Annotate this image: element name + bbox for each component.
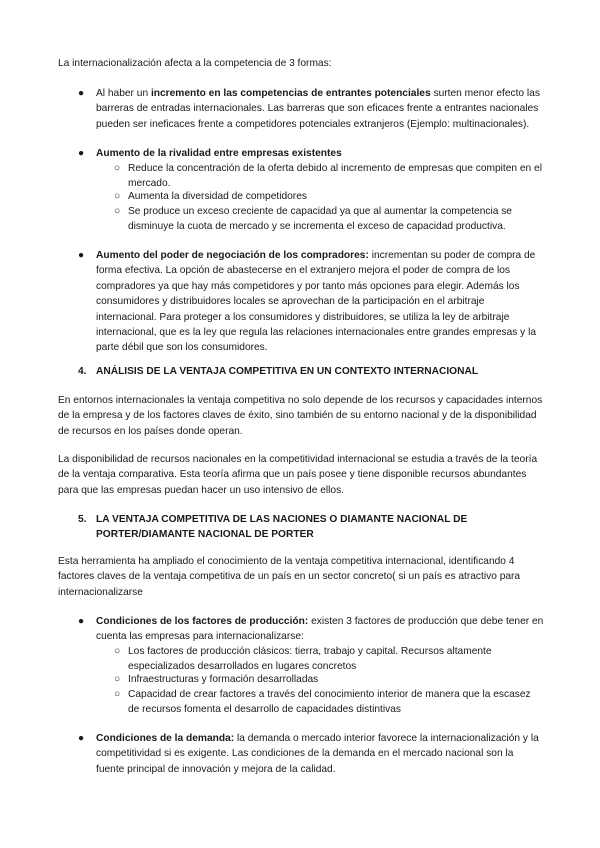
section-4-heading: [78, 364, 544, 379]
bullet-rivalry: [78, 146, 544, 161]
section-4-paragraph-2: La disponibilidad de recursos nacionales en la competitividad internacional se estudia a través de la teoría de la ventaja comparativa. Esta teoría afirma que un país posee y tiene disponible recursos abundantes para que las empresas puedan hacer un uso intensivo de ellos.: [58, 454, 538, 496]
sub-bullet-icon: ○: [114, 206, 121, 217]
sub-bullet: [114, 672, 544, 687]
bullet-icon: ●: [78, 250, 85, 261]
bullet-bold: Condiciones de la demanda:: [96, 733, 235, 744]
sub-bullet-icon: ○: [114, 163, 121, 174]
bullet-text: Al haber un: [96, 88, 151, 99]
bullet-text: incrementan su poder de compra de forma efectiva. La opción de abastecerse en el extranjero mejora el poder de compra de los compradores ya que hay más competidores y por tanto más opciones para elegir. Además los consumidores y distribuidores locales se aprovechan de la participación en el arbitraje internacional. Para proteger a los consumidores y distribuidores, se utiliza la ley de arbitraje internacional, que es la ley que regula las relaciones internacionales entre grandes empresas y la parte débil que son los consumidores.: [96, 250, 537, 354]
sub-bullet-text: Los factores de producción clásicos: tierra, trabajo y capital. Recursos altamente especializados desarrollados en lugares concretos: [128, 646, 492, 673]
sub-bullet: [114, 189, 544, 204]
sub-bullet-icon: ○: [114, 646, 121, 657]
bullet-icon: ●: [78, 616, 85, 627]
sub-bullet: [114, 644, 544, 675]
section-5-paragraph-1: Esta herramienta ha ampliado el conocimiento de la ventaja competitiva internacional, identificando 4 factores claves de la ventaja competitiva de un país en un sector concreto( si un país es atractivo para internacionalizarse: [58, 556, 521, 598]
bullet-factor-conditions: [78, 614, 544, 645]
bullet-icon: ●: [78, 733, 85, 744]
intro-paragraph: La internacionalización afecta a la competencia de 3 formas:: [58, 58, 332, 69]
bullet-bold: Aumento del poder de negociación de los compradores:: [96, 250, 369, 261]
sub-bullet-text: Infraestructuras y formación desarrolladas: [128, 674, 319, 685]
section-title: ANÁLISIS DE LA VENTAJA COMPETITIVA EN UN CONTEXTO INTERNACIONAL: [96, 366, 479, 377]
section-5-heading: [78, 512, 544, 543]
bullet-text: la demanda o mercado interior favorece la internacionalización y la competitividad si es exigente. Las condiciones de la demanda en el mercado nacional son la fuente principal de innovación y mejora de la calidad.: [96, 733, 539, 775]
section-number: 5.: [78, 514, 87, 525]
section-4-paragraph-1: En entornos internacionales la ventaja competitiva no solo depende de los recursos y capacidades internos de la empresa y de los factores claves de éxito, sino también de su entorno nacional y de la disponibilidad de recursos en los países donde operan.: [58, 395, 543, 437]
sub-bullet-text: Reduce la concentración de la oferta debido al incremento de empresas que compiten en el mercado.: [128, 163, 542, 190]
sub-bullet-text: Capacidad de crear factores a través del conocimiento interior de manera que la escasez de recursos fomenta el desarrollo de capacidades distintivas: [128, 689, 531, 716]
section-number: 4.: [78, 366, 87, 377]
sub-bullet-icon: ○: [114, 689, 121, 700]
section-title: LA VENTAJA COMPETITIVA DE LAS NACIONES O DIAMANTE NACIONAL DE PORTER/DIAMANTE NACIONAL DE PORTER: [96, 514, 468, 541]
bullet-icon: ●: [78, 88, 85, 99]
bullet-demand-conditions: [78, 731, 544, 777]
bullet-text: existen 3 factores de producción que debe tener en cuenta las empresas para internacionalizarse:: [96, 616, 544, 643]
sub-bullet: [114, 687, 544, 718]
bullet-bold: Aumento de la rivalidad entre empresas existentes: [96, 148, 342, 159]
sub-bullet: [114, 204, 544, 235]
sub-bullet-icon: ○: [114, 191, 121, 202]
bullet-entrants: [78, 86, 544, 132]
bullet-icon: ●: [78, 148, 85, 159]
sub-bullet: [114, 161, 544, 192]
bullet-text: surten menor efecto las barreras de entradas internacionales. Las barreras que son eficaces frente a entrantes nacionales pueden ser ineficaces frente a competidores potenciales extranjeros (Ejemplo: multinacionales).: [96, 88, 540, 130]
sub-bullet-icon: ○: [114, 674, 121, 685]
bullet-buyers: [78, 248, 544, 356]
sub-bullet-text: Aumenta la diversidad de competidores: [128, 191, 307, 202]
sub-bullet-text: Se produce un exceso creciente de capacidad ya que al aumentar la competencia se disminuye la cuota de mercado y se incrementa el exceso de capacidad productiva.: [128, 206, 512, 233]
bullet-bold: Condiciones de los factores de producción:: [96, 616, 309, 627]
bullet-bold: incremento en las competencias de entrantes potenciales: [150, 88, 431, 99]
